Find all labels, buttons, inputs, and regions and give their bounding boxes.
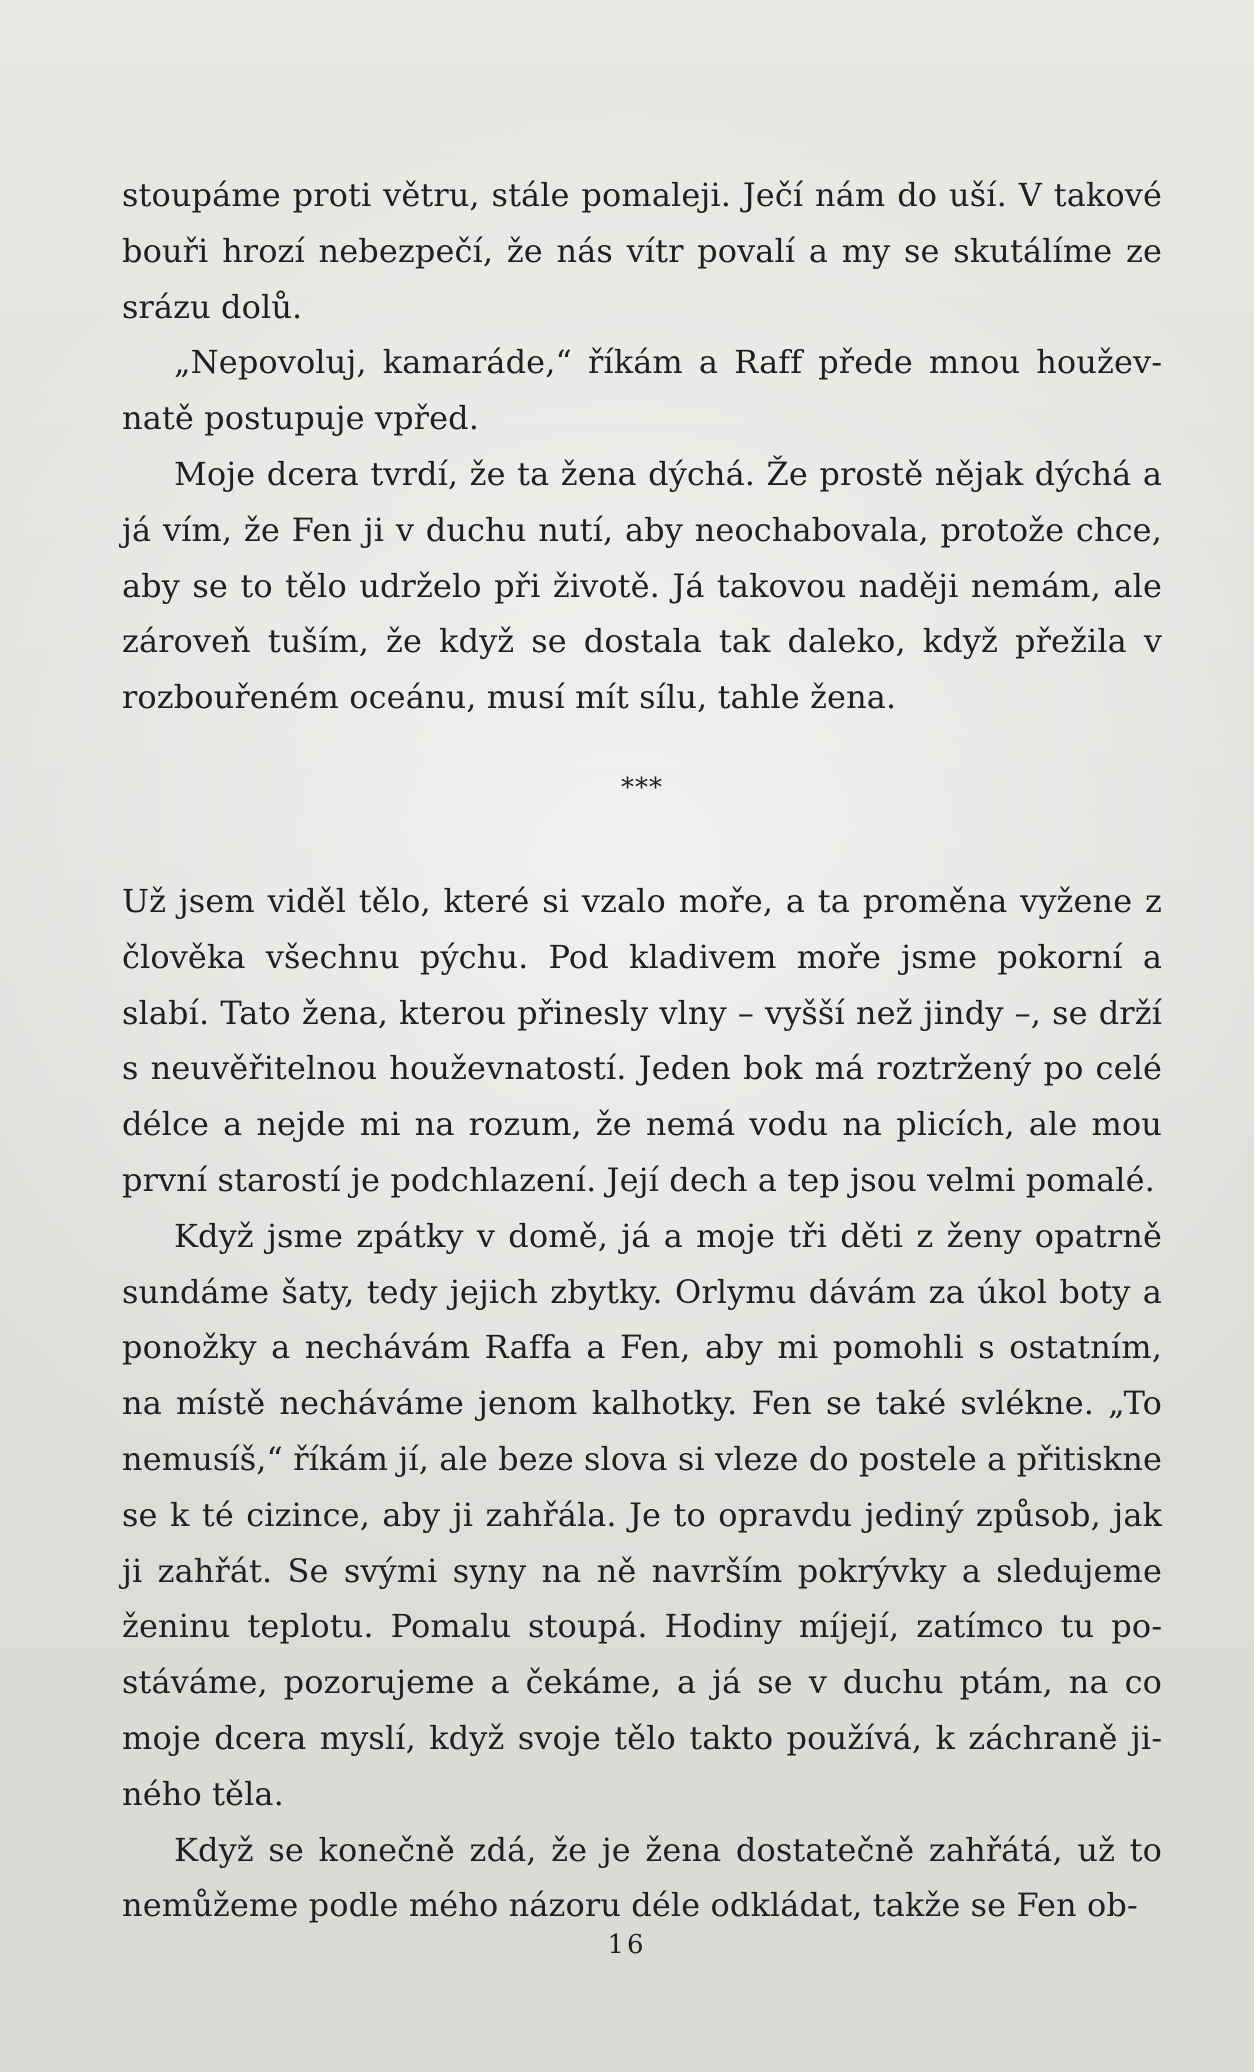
paragraph-final: Když se konečně zdá, že je žena dostatečně zahřátá, už to nemůžeme podle mého názoru déle odkládat, takže se Fen ob- — [122, 1830, 1162, 1925]
paragraph-sea: Už jsem viděl tělo, které si vzalo moře, a ta proměna vyžene z člověka všechnu pýchu. Pod kladivem moře jsme pokorní a slabí. Tato žena, kterou přinesly vlny – vyšší než jindy –, se drží s neuvěřitelnou houževnatostí. Jeden bok má roztržený po celé délce a nejde mi na rozum, že nemá vodu na plicích, ale mou první starostí je podchlazení. Její dech a tep jsou velmi pomalé. — [122, 881, 1162, 1199]
page-number: 16 — [607, 1930, 647, 1960]
paragraph-daughter: Moje dcera tvrdí, že ta žena dýchá. Že prostě nějak dýchá a já vím, že Fen ji v duchu nutí, aby neochabovala, protože chce, aby se to tělo udrželo při životě. Já takovou naději nemám, ale zároveň tuším, že když se dostala tak daleko, když přežila v rozbouřeném oceánu, musí mít sílu, tahle žena. — [122, 454, 1162, 717]
paragraph-storm: stoupáme proti větru, stále pomaleji. Ječí nám do uší. V takové bouři hrozí nebezpečí, že nás vítr povalí a my se skutálíme ze srázu dolů. — [122, 176, 1162, 326]
paragraph-house: Když jsme zpátky v domě, já a moje tři děti z ženy opatrně sundáme šaty, tedy jejich zbytky. Orlymu dávám za úkol boty a ponožky a nechávám Raffa a Fen, aby mi pomohli s ostatním, na místě necháváme jenom kalhotky. Fen se také svlékne. „To nemusíš,“ říkám jí, ale beze slova si vleze do postele a přitiskne se k té cizince, aby ji zahřála. Je to opravdu jediný způsob, jak ji zahřát. Se svými syny na ně navrším pokrývky a sledujeme ženinu teplotu. Pomalu stoupá. Hodiny míjejí, zatímco tu postáváme, pozorujeme a čekáme, a já se v duchu ptám, na co moje dcera myslí, když svoje tělo takto používá, k záchraně jiného těla. — [122, 1216, 1162, 1813]
section-break: *** — [621, 772, 663, 803]
text-column — [122, 168, 1162, 1934]
paragraph-dialogue: „Nepovoluj, kamaráde,“ říkám a Raff přede mnou houževnatě postupuje vpřed. — [122, 343, 1162, 438]
